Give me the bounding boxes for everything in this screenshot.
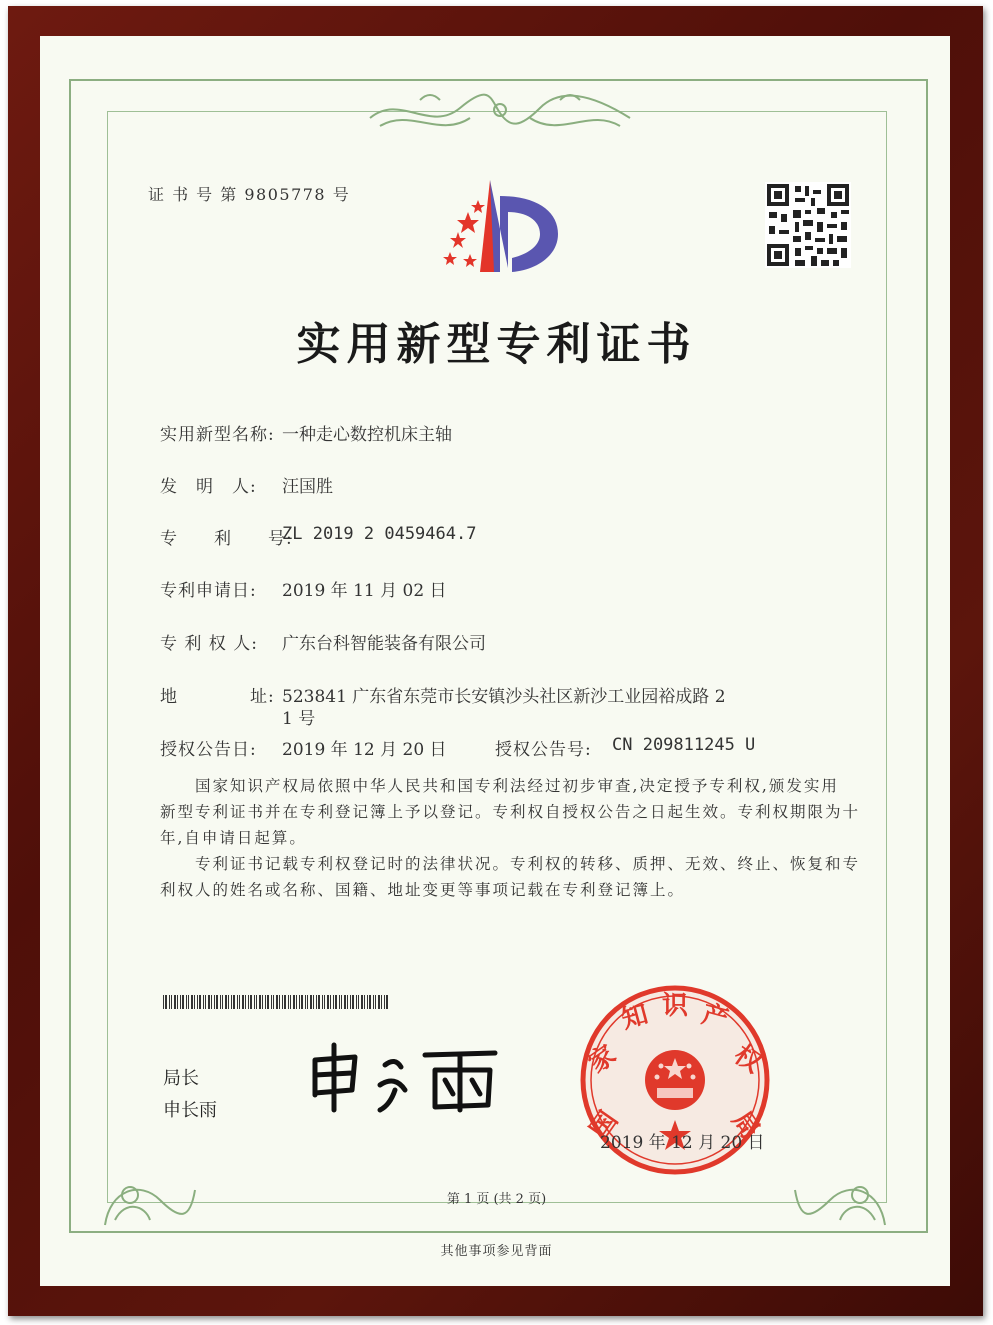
grant-number-label: 授权公告号: [495, 740, 592, 760]
address-value-line1: 523841 广东省东莞市长安镇沙头社区新沙工业园裕成路 2 [282, 687, 726, 707]
paragraph-1-line-2: 新型专利证书并在专利登记簿上予以登记。专利权自授权公告之日起生效。专利权期限为十 [160, 803, 861, 821]
utility-model-name-label: 实用新型名称: [160, 425, 275, 445]
address-value-line2: 1 号 [282, 709, 316, 729]
director-signature [300, 1035, 510, 1115]
national-emblem-icon [645, 1050, 705, 1110]
patent-number-label: 专 利 号: [160, 529, 293, 549]
patentee-label: 专 利 权 人: [160, 634, 258, 654]
qr-code-icon [765, 182, 851, 268]
director-name: 申长雨 [163, 1100, 217, 1121]
page-info: 第 1 页 (共 2 页) [446, 1192, 547, 1207]
certificate-number: 证 书 号 第 9805778 号 [148, 185, 351, 204]
paragraph-2-line-2: 利权人的姓名或名称、国籍、地址变更等事项记载在专利登记簿上。 [160, 881, 686, 899]
svg-text:局: 局 [725, 1106, 766, 1145]
svg-text:识: 识 [661, 991, 689, 1021]
patentee-value: 广东台科智能装备有限公司 [282, 634, 486, 654]
director-title: 局长 [163, 1068, 199, 1089]
paragraph-2-line-1: 专利证书记载专利权登记时的法律状况。专利权的转移、质押、无效、终止、恢复和专 [160, 855, 861, 873]
certificate-title: 实用新型专利证书 [296, 319, 697, 370]
corner-ornament-right-icon [790, 1140, 890, 1230]
inventor-value: 汪国胜 [282, 477, 333, 497]
barcode-icon [163, 995, 389, 1009]
corner-ornament-left-icon [100, 1140, 200, 1230]
paragraph-1-line-3: 年,自申请日起算。 [160, 829, 307, 847]
grant-date-value: 2019 年 12 月 20 日 [282, 740, 447, 760]
paragraph-1-line-1: 国家知识产权局依照中华人民共和国专利法经过初步审查,决定授予专利权,颁发实用 [160, 777, 839, 795]
svg-text:权: 权 [728, 1039, 767, 1080]
svg-text:知: 知 [618, 999, 652, 1036]
svg-text:家: 家 [583, 1039, 622, 1080]
utility-model-name-value: 一种走心数控机床主轴 [282, 425, 452, 445]
footer-note: 其他事项参见背面 [440, 1244, 553, 1259]
inventor-label: 发 明 人: [160, 477, 257, 497]
svg-text:产: 产 [698, 999, 732, 1036]
grant-date-label: 授权公告日: [160, 740, 257, 760]
svg-text:国: 国 [584, 1106, 625, 1145]
cnipa-logo-icon [428, 172, 568, 282]
patent-number-value: ZL 2019 2 0459464.7 [282, 524, 477, 544]
grant-number-value: CN 209811245 U [612, 735, 756, 755]
filing-date-label: 专利申请日: [160, 581, 257, 601]
top-ornament-icon [360, 88, 640, 138]
seal-date: 2019 年 12 月 20 日 [600, 1133, 765, 1153]
filing-date-value: 2019 年 11 月 02 日 [282, 581, 447, 601]
address-label: 地 址: [160, 687, 275, 707]
